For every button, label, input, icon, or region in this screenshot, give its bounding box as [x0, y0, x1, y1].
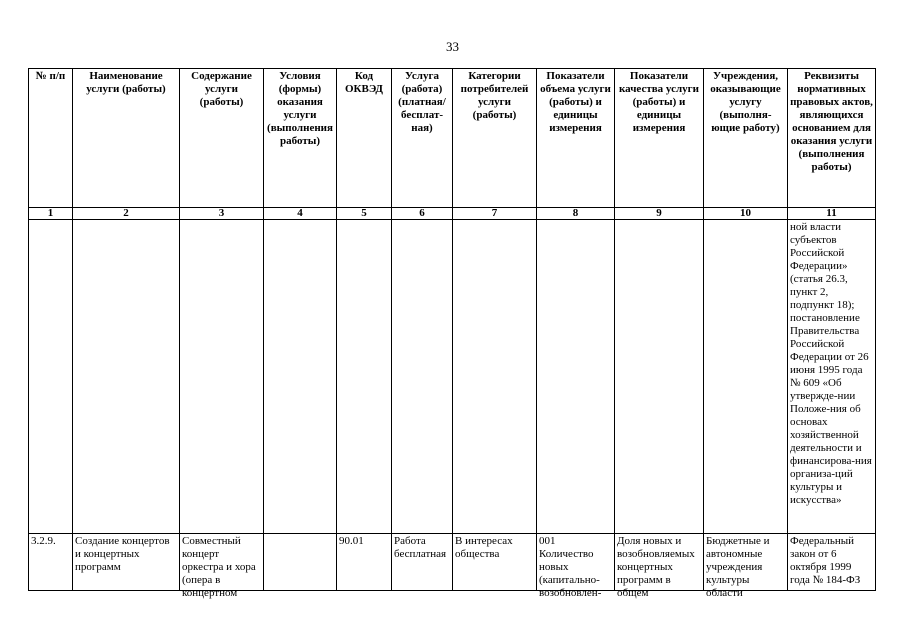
column-number-row	[29, 208, 876, 220]
paid-status: Работа бесплатная	[394, 535, 447, 560]
service-name: Создание концертов и концертных программ	[75, 535, 170, 573]
column-number: 1	[29, 208, 73, 220]
empty-cell	[264, 220, 337, 534]
legal-acts-continuation: ной власти субъектов Российской Федерации» (статья 26.3, пункт 2, подпункт 18); постановление Правительства Российской Федерации от 26 июня 1995 года № 609 «Об утвержде-нии Положе-ния об основах хозяйственной деятельности и финансирова-ния организа-ций культуры и искусства»	[788, 220, 876, 534]
okved-code: 90.01	[339, 535, 364, 547]
table-row	[29, 534, 876, 591]
column-number: 7	[453, 208, 537, 220]
column-number: 2	[73, 208, 180, 220]
empty-cell	[392, 220, 453, 534]
empty-cell	[73, 220, 180, 534]
row-number: 3.2.9.	[31, 535, 56, 547]
column-number: 10	[704, 208, 788, 220]
volume-indicators: 001 Количество новых (капитально-возобновлен-	[539, 535, 602, 599]
header-row	[29, 69, 876, 208]
consumer-category: В интересах общества	[455, 535, 513, 560]
column-number: 5	[337, 208, 392, 220]
header-cell: Услуга (работа) (платная/ бесплат-ная)	[392, 69, 453, 208]
quality-indicators: Доля новых и возобновляемых концертных программ в общем	[617, 535, 695, 599]
column-number: 3	[180, 208, 264, 220]
services-table	[28, 68, 876, 599]
empty-cell	[180, 220, 264, 534]
institutions: Бюджетные и автономные учреждения культуры области	[706, 535, 770, 599]
header-cell: Показатели объема услуги (работы) и единицы измерения	[537, 69, 615, 208]
header-cell: Учреждения, оказывающие услугу (выполня-ющие работу)	[704, 69, 788, 208]
column-number: 4	[264, 208, 337, 220]
continuation-row	[29, 220, 876, 534]
column-number: 9	[615, 208, 704, 220]
header-cell: Реквизиты нормативных правовых актов, являющихся основанием для оказания услуги (выполнения работы)	[788, 69, 876, 208]
column-number: 6	[392, 208, 453, 220]
legal-acts: Федеральный закон от 6 октября 1999 года № 184-ФЗ	[790, 535, 861, 586]
header-cell: Код ОКВЭД	[337, 69, 392, 208]
header-cell: № п/п	[29, 69, 73, 208]
page-number: 33	[446, 39, 459, 54]
empty-cell	[453, 220, 537, 534]
header-cell: Показатели качества услуги (работы) и единицы измерения	[615, 69, 704, 208]
header-cell: Категории потребителей услуги (работы)	[453, 69, 537, 208]
empty-cell	[29, 220, 73, 534]
column-number: 8	[537, 208, 615, 220]
header-cell: Условия (формы) оказания услуги (выполнения работы)	[264, 69, 337, 208]
header-cell: Содержание услуги (работы)	[180, 69, 264, 208]
empty-cell	[337, 220, 392, 534]
empty-cell	[615, 220, 704, 534]
service-conditions	[266, 535, 334, 589]
column-number: 11	[788, 208, 876, 220]
header-cell: Наименование услуги (работы)	[73, 69, 180, 208]
empty-cell	[704, 220, 788, 534]
service-content: Совместный концерт оркестра и хора (опера в концертном	[182, 535, 256, 599]
empty-cell	[537, 220, 615, 534]
